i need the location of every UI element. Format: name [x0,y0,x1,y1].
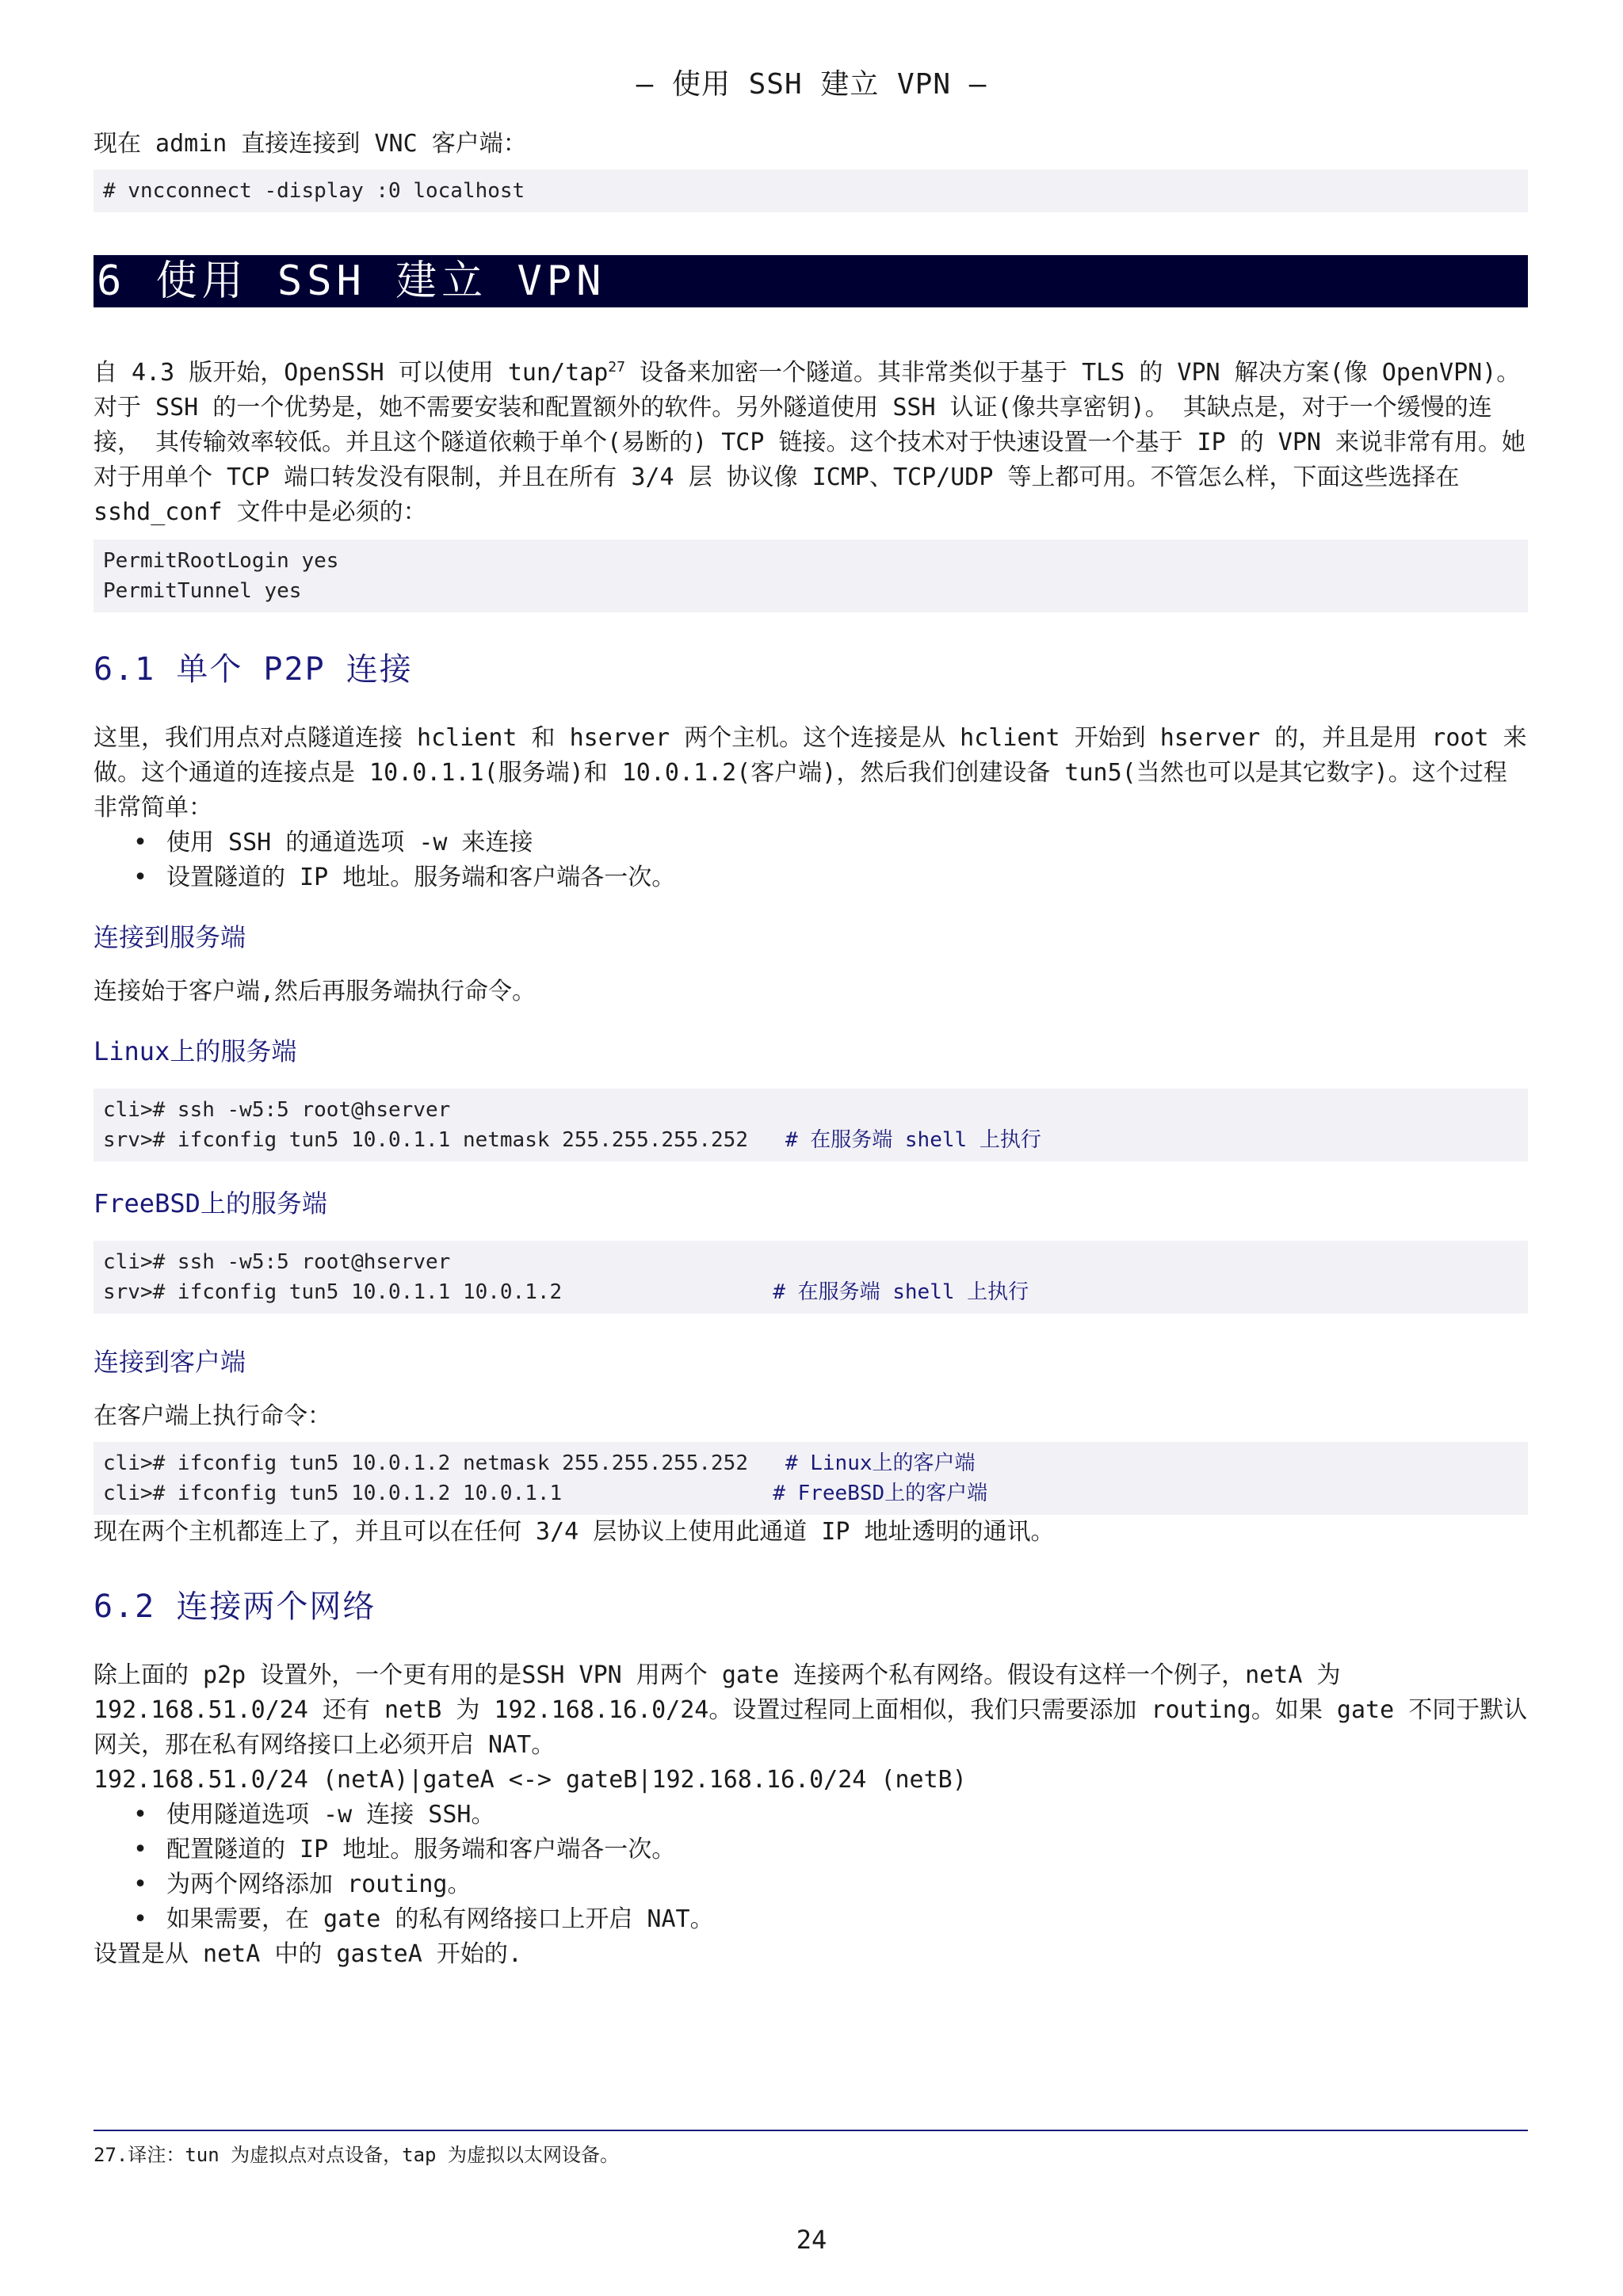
network-diagram-text: 192.168.51.0/24 (netA)|gateA <-> gateB|192.168.16.0/24 (netB) [94,1766,967,1794]
paragraph-heading: 连接到客户端 [94,1347,246,1377]
code-block-client [94,1442,1528,1515]
code-block-sshd-config [94,540,1528,612]
list-item: • 设置隧道的 IP 地址。服务端和客户端各一次。 [166,860,1528,895]
code-line: # vncconnect -display :0 localhost [103,179,525,203]
paragraph-heading: 连接到服务端 [94,922,246,952]
page-number: 24 [796,2225,827,2255]
code-block-linux-server [94,1089,1528,1161]
code-comment: # Linux上的客户端 [785,1451,976,1475]
running-header: — 使用 SSH 建立 VPN — [636,68,987,101]
list-item: • 为两个网络添加 routing。 [166,1867,1528,1902]
paragraph-text: 连接始于客户端,然后再服务端执行命令。 [94,978,537,1005]
list-item: • 使用 SSH 的通道选项 -w 来连接 [166,826,1528,860]
list-item: • 如果需要，在 gate 的私有网络接口上开启 NAT。 [166,1902,1528,1937]
footnote-ref[interactable]: 27 [608,359,625,376]
code-comment: # FreeBSD上的客户端 [773,1482,988,1505]
list-item: • 配置隧道的 IP 地址。服务端和客户端各一次。 [166,1833,1528,1867]
footnote: 27.译注：tun 为虚拟点对点设备，tap 为虚拟以太网设备。 [94,2144,619,2166]
code-line: PermitRootLogin yes [103,549,339,573]
section-title: 6 使用 SSH 建立 VPN [94,255,1528,307]
bullet-list [94,826,1528,895]
code-line: PermitTunnel yes [103,579,302,603]
paragraph-text: 自 4.3 版开始，OpenSSH 可以使用 tun/tap [94,359,609,387]
subsection-paragraph: 这里，我们用点对点隧道连接 hclient 和 hserver 两个主机。这个连接是从 hclient 开始到 hserver 的，并且是用 root 来做。这个通道的连接点是 10.0.1.1(服务端)和 10.0.1.2(客户端)，然后我们创建设备 tun5(当然也可以是其它数字)。这个过程非常简单： [94,724,1527,822]
paragraph-text: 设置是从 netA 中的 gasteA 开始的. [94,1940,522,1968]
paragraph-text: 设备来加密一个隧道。其非常类似于基于 TLS 的 VPN 解决方案(像 OpenVPN)。对于 SSH 的一个优势是，她不需要安装和配置额外的软件。另外隧道使用 SSH 认证(像共享密钥)。 其缺点是，对于一个缓慢的连接， 其传输效率较低。并且这个隧道依赖于单个(易断的) TCP 链接。这个技术对于快速设置一个基于 IP 的 VPN 来说非常有用。她对于用单个 TCP 端口转发没有限制，并且在所有 3/4 层 协议像 ICMP、TCP/UDP 等上都可用。不管怎么样，下面这些选择在 sshd_conf 文件中是必须的： [94,359,1526,526]
paragraph-text: 现在两个主机都连上了，并且可以在任何 3/4 层协议上使用此通道 IP 地址透明的通讯。 [94,1518,1055,1546]
paragraph-heading: Linux上的服务端 [94,1036,297,1066]
paragraph-text: 在客户端上执行命令： [94,1402,331,1430]
code-line: cli># ssh -w5:5 root@hserver [103,1250,451,1274]
code-comment: # 在服务端 shell 上执行 [785,1128,1041,1152]
bullet-list [94,1798,1528,1937]
paragraph-heading: FreeBSD上的服务端 [94,1188,327,1219]
section-paragraph [94,350,1528,530]
subsection-title: 6.1 单个 P2P 连接 [94,651,413,688]
page-content [94,127,1528,1972]
code-line: cli># ssh -w5:5 root@hserver [103,1098,451,1122]
code-block-freebsd-server [94,1241,1528,1314]
code-line: cli># ifconfig tun5 10.0.1.2 netmask 255.255.255.252 [103,1451,785,1475]
code-line: cli># ifconfig tun5 10.0.1.2 10.0.1.1 [103,1482,773,1505]
list-item: • 使用隧道选项 -w 连接 SSH。 [166,1798,1528,1833]
subsection-paragraph: 除上面的 p2p 设置外，一个更有用的是SSH VPN 用两个 gate 连接两个私有网络。假设有这样一个例子，netA 为 192.168.51.0/24 还有 netB 为 192.168.16.0/24。设置过程同上面相似，我们只需要添加 routing。如果 gate 不同于默认网关，那在私有网络接口上必须开启 NAT。 [94,1661,1528,1759]
code-line: srv># ifconfig tun5 10.0.1.1 netmask 255.255.255.252 [103,1128,785,1152]
footnote-divider [94,2130,1528,2131]
code-block-vncconnect [94,170,1528,212]
subsection-title: 6.2 连接两个网络 [94,1589,376,1625]
code-line: srv># ifconfig tun5 10.0.1.1 10.0.1.2 [103,1280,773,1304]
intro-text: 现在 admin 直接连接到 VNC 客户端： [94,130,527,158]
code-comment: # 在服务端 shell 上执行 [773,1280,1029,1304]
